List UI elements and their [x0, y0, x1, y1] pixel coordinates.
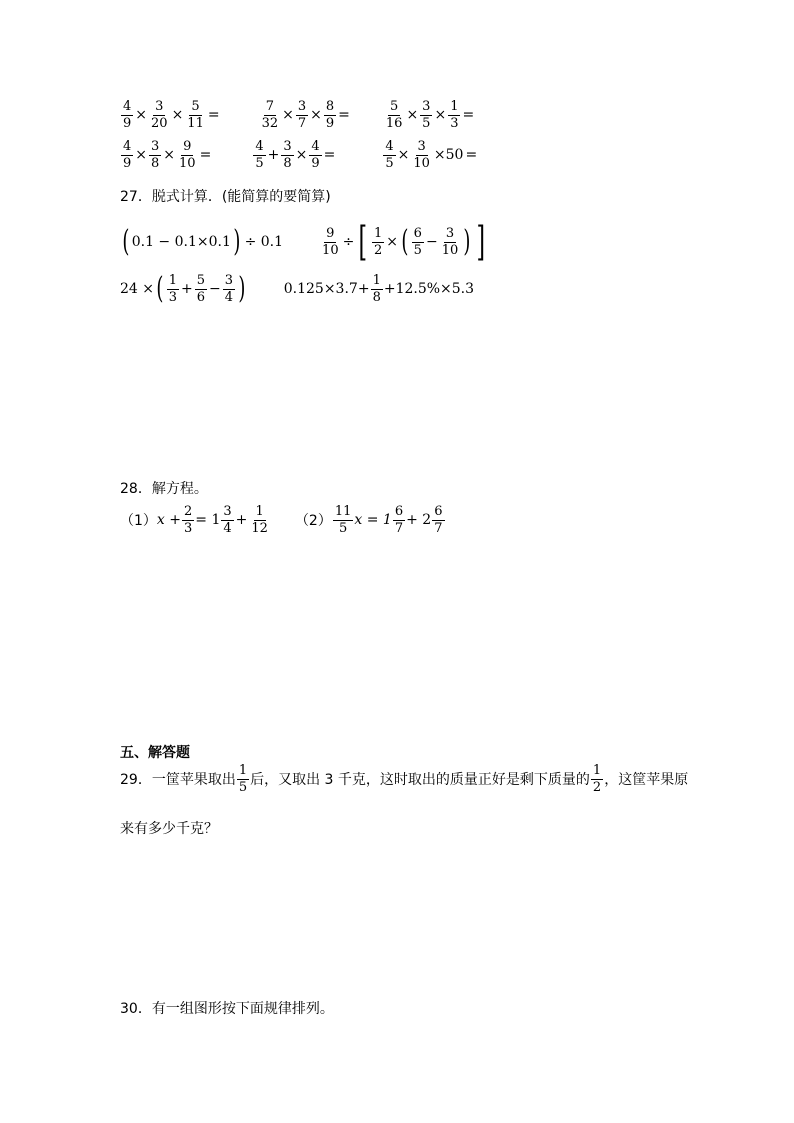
- q30-text: 30．有一组图形按下面规律排列。: [120, 1001, 334, 1017]
- q29-line-2: 来有多少千克？: [120, 821, 218, 837]
- q29-line-1: 29．一筐苹果取出 $\frac{1}{5}$ 后，又取出 3 千克，这时取出的质量正好是剩下质量的 $\frac{1}{2}$ ，这筐苹果原: [120, 763, 689, 795]
- q28-title: 28．解方程。: [120, 481, 208, 497]
- q27-expr-4: 0.125×3.7+ $\frac{1}{8}$ +12.5%×5.3: [283, 273, 475, 305]
- expr-3: $\frac{5}{16}$ × $\frac{3}{5}$ × $\frac{1}{3}$ =: [385, 99, 475, 131]
- section-heading: 五、解答题: [120, 745, 190, 761]
- calc-row-1: [120, 100, 475, 130]
- q28-row: [120, 505, 446, 535]
- q27-title: 27．脱式计算．(能简算的要简算): [120, 189, 331, 205]
- equation-1: （1） x + $\frac{2}{3}$ = 1 $\frac{3}{4}$ + $\frac{1}{12}$: [120, 504, 268, 536]
- expr-4: $\frac{4}{9}$ × $\frac{3}{8}$ × $\frac{9}{10}$ =: [123, 139, 212, 171]
- expr-6: $\frac{4}{5}$ × $\frac{3}{10}$ ×50 =: [385, 139, 478, 171]
- q27-row-1: [120, 219, 489, 265]
- q27-expr-3: 24 × ( $\frac{1}{3}$ + $\frac{5}{6}$ − $\frac{3}{4}$ ): [120, 271, 246, 307]
- q27-expr-1: ( 0.1 − 0.1×0.1 ) ÷ 0.1: [122, 224, 284, 259]
- expr-1: $\frac{4}{9}$ × $\frac{3}{20}$ × $\frac{5}{11}$ =: [123, 99, 220, 131]
- q27-row-2: [120, 271, 475, 307]
- q27-expr-2: $\frac{9}{10}$ ÷ [ $\frac{1}{2}$ × ( $\frac{6}{5}$ − $\frac{3}{10}$ ) ]: [322, 219, 486, 265]
- equation-2: （2） $\frac{11}{5}$ x = 1 $\frac{6}{7}$ + 2 $\frac{6}{7}$: [294, 504, 443, 536]
- calc-row-2: [120, 140, 478, 170]
- expr-2: $\frac{7}{32}$ × $\frac{3}{7}$ × $\frac{8}{9}$ =: [261, 99, 350, 131]
- expr-5: $\frac{4}{5}$ + $\frac{3}{8}$ × $\frac{4}{9}$ =: [255, 139, 336, 171]
